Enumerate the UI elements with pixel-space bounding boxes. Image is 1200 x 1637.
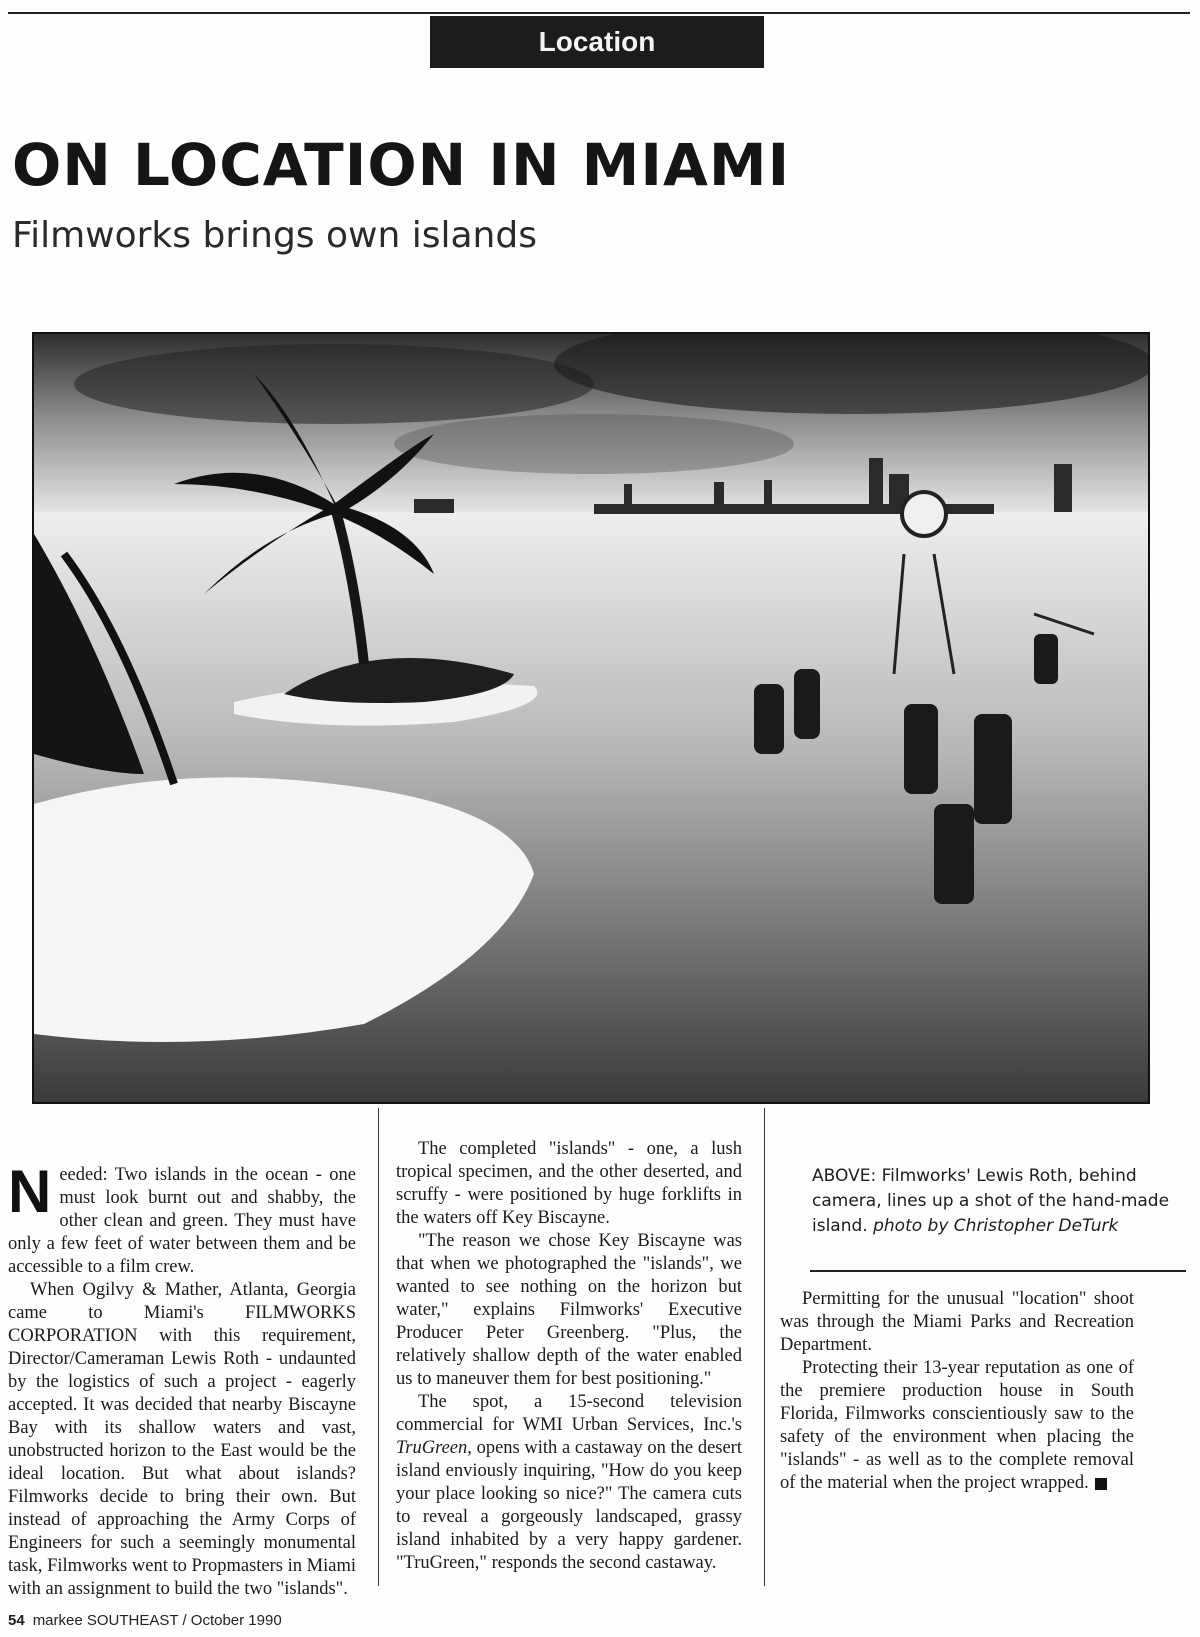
cloud (394, 414, 794, 474)
article-paragraph: The completed "islands" - one, a lush tropical specimen, and the other deserted, and scruffy - were positioned by huge forklifts in the waters off Key Biscayne. (396, 1139, 742, 1228)
brand-italic: TruGreen (396, 1438, 468, 1458)
article-paragraph: Needed: Two islands in the ocean - one must look burnt out and shabby, the other clean and green. They must have only a few feet of water between them and be accessible to a film crew. (8, 1158, 356, 1277)
article-paragraph: The spot, a 15-second television commercial for WMI Urban Services, Inc.'s TruGreen, opens with a castaway on the desert island enviously inquiring, "How do you keep your place looking so nice?" The camera cuts to reveal a gorgeously landscaped, grassy island inhabited by a very happy gardener. "TruGreen," responds the second castaway. (396, 1392, 742, 1573)
article-paragraph: "The reason we chose Key Biscayne was that when we photographed the "islands", we wanted to see nothing on the horizon but water," explains Filmworks' Executive Producer Peter Greenberg. "Plus, the relatively shallow depth of the water enabled us to maneuver them for best positioning." (396, 1231, 742, 1389)
caption-rule (810, 1270, 1186, 1272)
caption-text: ABOVE: Filmworks' Lewis Roth, behind camera, lines up a shot of the hand-made island. (812, 1166, 1170, 1236)
end-mark-icon (1095, 1478, 1107, 1490)
top-rule (8, 12, 1190, 14)
film-light (902, 492, 946, 536)
article-paragraph: Permitting for the unusual "location" shoot was through the Miami Parks and Recreation Department. (780, 1289, 1134, 1355)
column-rule (378, 1108, 379, 1586)
feature-photo (32, 332, 1150, 1104)
photo-illustration (34, 334, 1148, 1102)
photo-credit: photo by Christopher DeTurk (873, 1216, 1119, 1236)
drop-cap: N (8, 1158, 52, 1225)
section-tab: Location (430, 16, 764, 68)
article-paragraph: When Ogilvy & Mather, Atlanta, Georgia came to Miami's FILMWORKS CORPORATION with this requirement, Director/Cameraman Lewis Roth - undaunted by the logistics of such a project - eagerly accepted. It was decided that nearby Biscayne Bay with its shallow waters and vast, unobstructed horizon to the East would be the ideal location. But what about islands? Filmworks decide to bring their own. But instead of approaching the Army Corps of Engineers for such a seemingly monumental task, Filmworks went to Propmasters in Miami with an assignment to build the two "islands". (8, 1280, 356, 1599)
article-paragraph: Protecting their 13-year reputation as one of the premiere production house in South Florida, Filmworks conscientiously saw to the safety of the environment when placing the "islands" - as well as to the complete removal of the material when the project wrapped. (780, 1358, 1134, 1493)
article-column-2 (396, 1138, 742, 1575)
column-rule (764, 1108, 765, 1586)
cloud (74, 344, 594, 424)
headline: ON LOCATION IN MIAMI (12, 131, 791, 199)
photo-caption (812, 1164, 1184, 1239)
subhead: Filmworks brings own islands (12, 215, 537, 256)
publication-line: markee SOUTHEAST / October 1990 (32, 1612, 282, 1629)
page-number: 54 (8, 1612, 25, 1629)
article-column-3 (780, 1288, 1134, 1495)
article-column-1 (8, 1158, 356, 1601)
page-footer (8, 1612, 282, 1629)
